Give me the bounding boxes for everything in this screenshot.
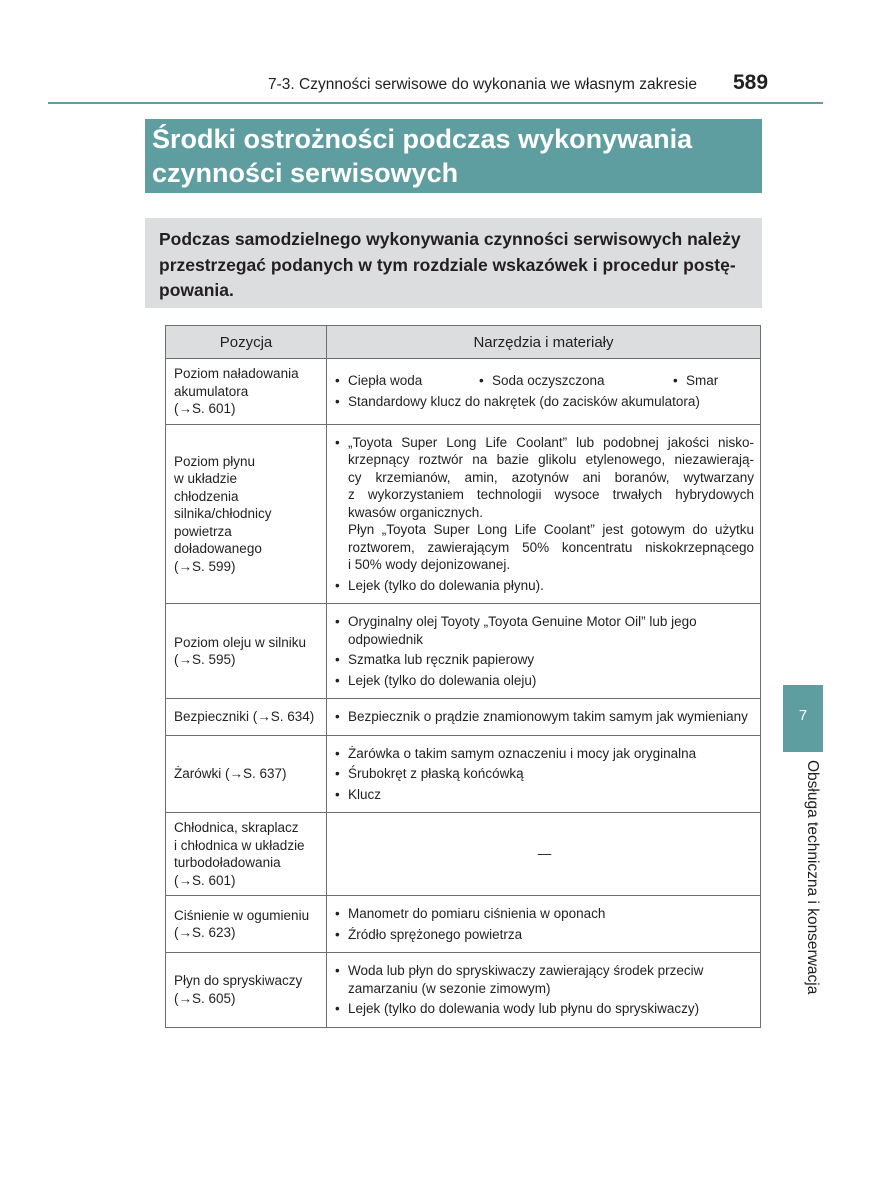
item-cell	[166, 896, 327, 953]
tool-bullet: • Woda lub płyn do spryskiwaczy zawierający środek przeciw zamarzaniu (w sezonie zimowym)	[335, 962, 754, 997]
item-cell	[166, 953, 327, 1028]
item-line: (→S. 599)	[174, 558, 236, 574]
bullet: •	[335, 373, 340, 389]
tool-bullet: • Lejek (tylko do dolewania oleju)	[335, 672, 754, 690]
table-row	[166, 813, 761, 896]
item-cell	[166, 735, 327, 813]
item-line: silnika/chłodnicy	[174, 506, 272, 521]
tool-item: Lejek (tylko do dolewania wody lub płynu do spryskiwaczy)	[348, 1001, 700, 1016]
tool-item: Manometr do pomiaru ciśnienia w oponach	[348, 906, 606, 921]
intro-box	[145, 218, 762, 308]
tool-item: Żarówka o takim samym oznaczeniu i mocy jak oryginalna	[348, 745, 697, 761]
tools-cell	[327, 735, 761, 813]
tool-item: Klucz	[348, 786, 382, 802]
tools-inline-list	[335, 372, 754, 390]
tool-item: Ciepła woda	[348, 373, 423, 389]
tool-bullet: • Śrubokręt z płaską końcówką	[335, 765, 754, 783]
item-line: (→S. 601)	[174, 401, 236, 416]
tool-line: krzepnący roztwór na bazie glikolu etylenowego, niezawierają-	[348, 452, 754, 467]
tool-bullet: • Szmatka lub ręcznik papierowy	[335, 651, 754, 669]
tools-cell	[327, 604, 761, 699]
column-header-tools: Narzędzia i materiały	[327, 326, 761, 359]
item-line: Poziom naładowania	[174, 366, 299, 381]
tool-line: „Toyota Super Long Life Coolant” lub podobnej jakości nisko-	[348, 434, 754, 450]
table-row	[166, 953, 761, 1028]
tools-table	[165, 325, 761, 1028]
item-line: powietrza	[174, 523, 232, 539]
intro-line: przestrzegać podanych w tym rozdziale wskazówek i procedur postę-	[159, 254, 736, 275]
tool-item: Oryginalny olej Toyoty „Toyota Genuine Motor Oil” lub jego odpowiednik	[348, 614, 697, 647]
item-line: (→S. 595)	[174, 652, 236, 667]
chapter-number-tab: 7	[783, 685, 823, 752]
item-line: akumulatora	[174, 383, 249, 399]
tool-item: Lejek (tylko do dolewania oleju)	[348, 672, 537, 688]
tools-cell	[327, 953, 761, 1028]
item-cell	[166, 359, 327, 425]
tool-line: kwasów organicznych.	[348, 504, 484, 520]
tool-bullet: • Manometr do pomiaru ciśnienia w oponach	[335, 905, 754, 923]
table-header-row	[166, 326, 761, 359]
item-line: doładowanego	[174, 541, 262, 556]
item-line: Bezpieczniki (→S. 634)	[174, 709, 315, 724]
tool-bullet: • Żarówka o takim samym oznaczeniu i mocy jak oryginalna	[335, 745, 754, 763]
tool-bullet: • Bezpiecznik o prądzie znamionowym takim samym jak wymieniany	[335, 708, 754, 726]
bullet: •	[673, 373, 678, 389]
item-line: Płyn do spryskiwaczy	[174, 973, 303, 989]
table-row	[166, 359, 761, 425]
section-header: 7-3. Czynności serwisowe do wykonania we własnym zakresie	[267, 76, 697, 93]
tools-cell	[327, 699, 761, 736]
table-row	[166, 735, 761, 813]
table-row	[166, 604, 761, 699]
tool-bullet: • Źródło sprężonego powietrza	[335, 926, 754, 944]
tool-item: Standardowy klucz do nakrętek (do zacisków akumulatora)	[348, 393, 700, 409]
intro-line: powania.	[159, 280, 234, 300]
page-number: 589	[733, 71, 769, 94]
note-line: roztworem, zawierającym 50% koncentratu niskokrzepnącego	[348, 539, 754, 555]
tool-line: cy krzemianów, amin, azotynów ani boranów, wytwarzany	[348, 469, 754, 485]
tools-cell-empty: —	[327, 813, 761, 896]
item-line: Ciśnienie w ogumieniu	[174, 907, 310, 923]
tool-item: Śrubokręt z płaską końcówką	[348, 766, 524, 781]
item-cell	[166, 424, 327, 604]
item-cell	[166, 699, 327, 736]
tool-item: Soda oczyszczona	[492, 373, 605, 389]
table-row	[166, 896, 761, 953]
tool-bullet: • „Toyota Super Long Life Coolant” lub podobnej jakości nisko- krzepnący roztwór na bazie glikolu etylenowego, niezawierają- cy krzemianów, amin, azotynów ani boranów, wytwarzany z wykorzystaniem technologii wysoce trwałych hybrydowych kwasów organicznych. Płyn „Toyota Super Long Life Coolant” jest gotowym do użytku roztworem, zawierającym 50% koncentratu niskokrzepnącego i 50% wody dejonizowanej.	[335, 434, 754, 572]
tool-bullet: • Klucz	[335, 786, 754, 804]
item-line: i chłodnica w układzie	[174, 837, 305, 853]
tools-cell	[327, 896, 761, 953]
section-title	[145, 119, 762, 193]
tools-cell	[327, 359, 761, 425]
tool-item: Bezpiecznik o prądzie znamionowym takim samym jak wymieniany	[348, 709, 748, 724]
bullet: •	[479, 373, 484, 389]
tool-line: z wykorzystaniem technologii wysoce trwałych hybrydowych	[348, 487, 754, 502]
tool-bullet: • Oryginalny olej Toyoty „Toyota Genuine Motor Oil” lub jego odpowiednik	[335, 613, 754, 648]
item-line: (→S. 601)	[174, 872, 236, 888]
tool-bullet: • Lejek (tylko do dolewania płynu).	[335, 577, 754, 595]
tool-item: Źródło sprężonego powietrza	[348, 926, 523, 942]
item-line: (→S. 623)	[174, 925, 236, 940]
item-line: Poziom oleju w silniku	[174, 634, 307, 650]
item-line: turbodoładowania	[174, 855, 281, 870]
title-line: Środki ostrożności podczas wykonywania	[152, 124, 693, 154]
tools-cell	[327, 424, 761, 604]
item-line: Poziom płynu	[174, 453, 256, 469]
item-line: (→S. 605)	[174, 990, 236, 1006]
item-line: Chłodnica, skraplacz	[174, 820, 299, 835]
tool-item: Szmatka lub ręcznik papierowy	[348, 652, 535, 667]
item-line: Żarówki (→S. 637)	[174, 766, 287, 781]
note-line: Płyn „Toyota Super Long Life Coolant” jest gotowym do użytku	[348, 522, 754, 537]
note-line: i 50% wody dejonizowanej.	[348, 557, 511, 572]
table-row	[166, 699, 761, 736]
table-row	[166, 424, 761, 604]
item-cell	[166, 813, 327, 896]
intro-line: Podczas samodzielnego wykonywania czynności serwisowych należy	[159, 229, 741, 249]
item-line: chłodzenia	[174, 488, 239, 504]
title-line: czynności serwisowych	[152, 158, 459, 188]
tool-item: Lejek (tylko do dolewania płynu).	[348, 577, 544, 593]
tool-bullet: • Lejek (tylko do dolewania wody lub płynu do spryskiwaczy)	[335, 1000, 754, 1018]
tool-bullet: • Standardowy klucz do nakrętek (do zacisków akumulatora)	[335, 393, 754, 411]
column-header-item: Pozycja	[166, 326, 327, 359]
item-line: w układzie	[174, 471, 238, 486]
tool-item: Smar	[686, 373, 719, 389]
header-divider	[48, 102, 823, 104]
chapter-title-vertical: Obsługa techniczna i konserwacja	[804, 760, 821, 995]
item-cell	[166, 604, 327, 699]
tool-item: Woda lub płyn do spryskiwaczy zawierający środek przeciw zamarzaniu (w sezonie zimowym)	[348, 963, 704, 996]
